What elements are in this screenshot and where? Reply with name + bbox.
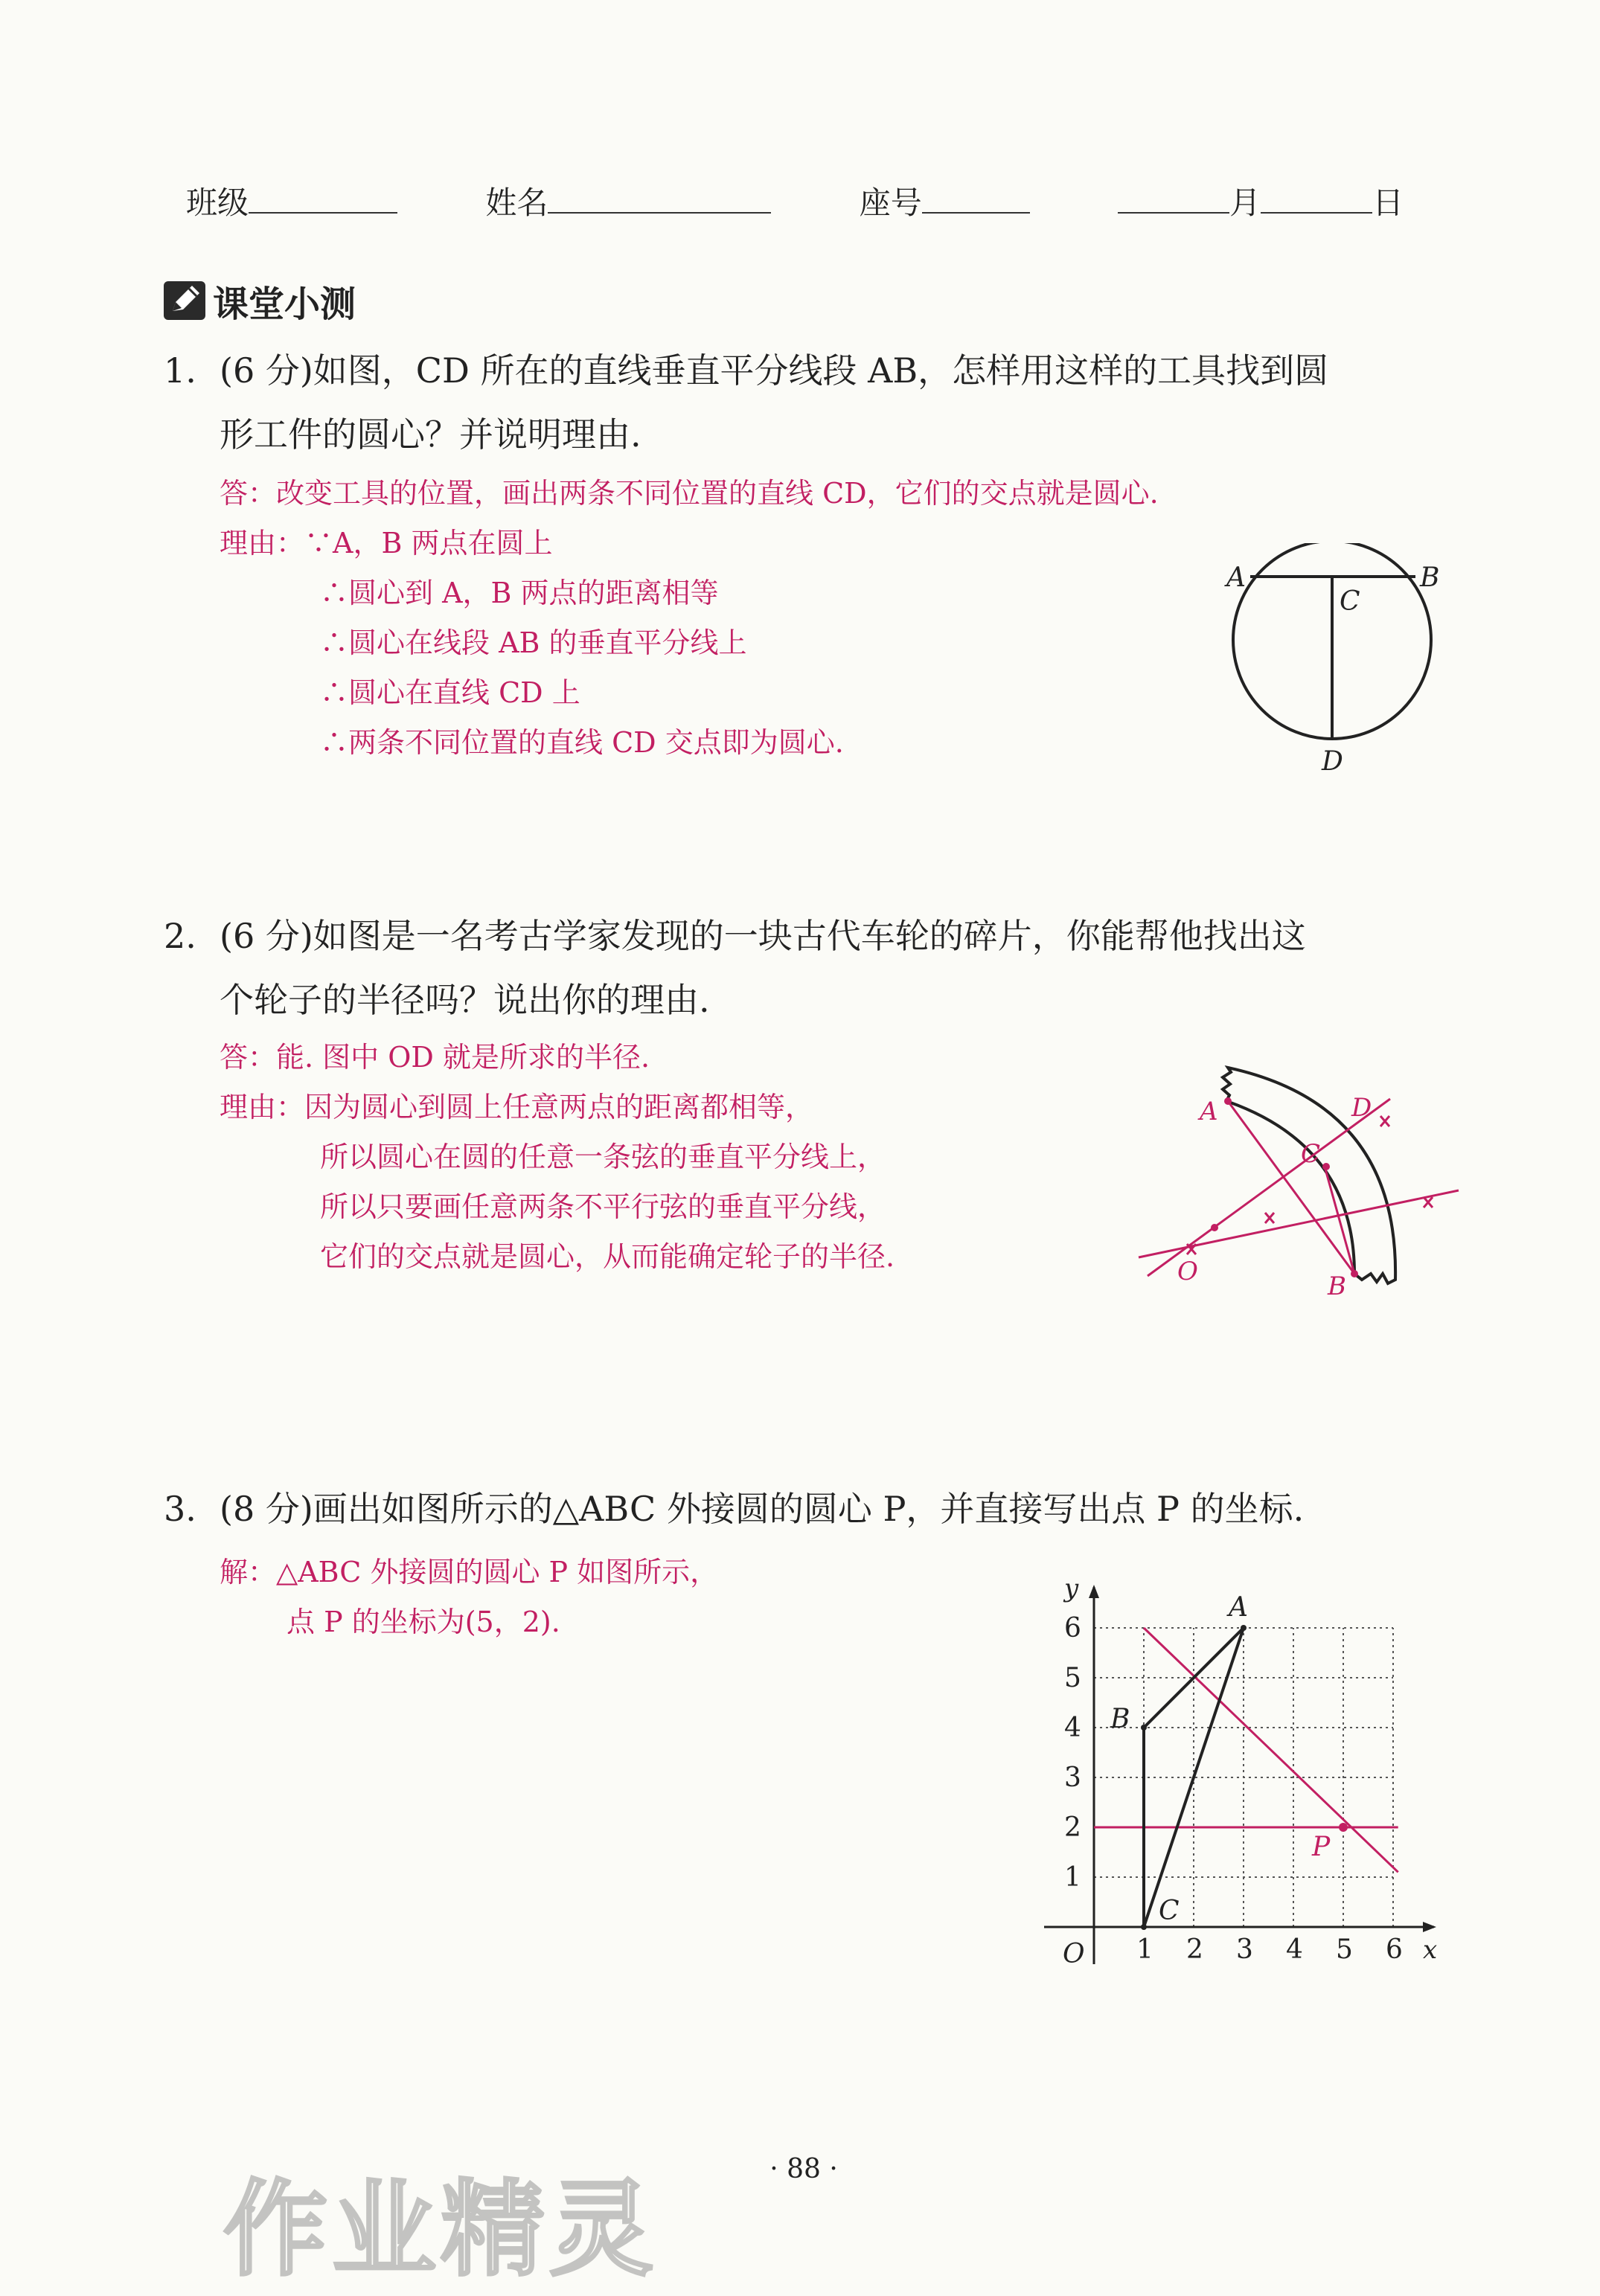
origin-label: O: [1063, 1939, 1085, 1969]
point-label-p: P: [1312, 1832, 1331, 1862]
q2-point-a: [1224, 1097, 1232, 1105]
q2-point-b: [1351, 1270, 1358, 1277]
y-tick-label: 6: [1064, 1613, 1081, 1644]
name-label: 姓名: [485, 185, 548, 221]
name-field[interactable]: [548, 182, 771, 214]
seat-label: 座号: [859, 185, 922, 221]
x-axis-label: x: [1423, 1935, 1438, 1965]
y-tick-label: 2: [1064, 1812, 1081, 1843]
point-label-a: A: [1229, 1592, 1248, 1623]
y-axis-arrow: [1089, 1585, 1099, 1598]
y-tick-label: 1: [1064, 1862, 1081, 1893]
point-a: [1241, 1625, 1247, 1631]
y-axis-label: y: [1064, 1574, 1079, 1603]
class-field[interactable]: [249, 182, 397, 214]
q2-answer: 答：能. 图中 OD 就是所求的半径.: [220, 1041, 650, 1074]
x-tick-label: 2: [1186, 1934, 1203, 1965]
q2-reason-1: 理由：因为圆心到圆上任意两点的距离都相等，: [220, 1091, 814, 1123]
month-label: 月: [1229, 185, 1261, 221]
q1-reason-5: ∴两条不同位置的直线 CD 交点即为圆心.: [320, 726, 844, 759]
q1-reason-2: ∴圆心到 A，B 两点的距离相等: [320, 577, 719, 609]
point-c: [1141, 1924, 1147, 1930]
day-field[interactable]: [1261, 182, 1372, 214]
page-number: · 88 ·: [769, 2154, 838, 2184]
seat-field[interactable]: [922, 182, 1030, 214]
perpendicular-bisector: [1144, 1628, 1398, 1872]
q3-answer-1: 解：△ABC 外接圆的圆心 P 如图所示，: [220, 1556, 719, 1588]
q2-figure: [1131, 1034, 1466, 1302]
month-field[interactable]: [1118, 182, 1229, 214]
q2-line2: 个轮子的半径吗？说出你的理由.: [220, 980, 710, 1020]
q1-label-b: B: [1420, 562, 1440, 593]
header-row: [186, 179, 1404, 223]
day-label: 日: [1372, 185, 1404, 221]
q2-label-c: C: [1301, 1139, 1321, 1169]
point-p: [1339, 1823, 1348, 1832]
q2-point-o: [1211, 1224, 1218, 1231]
q2-arc-mark-3: [1424, 1197, 1433, 1208]
pencil-icon: [162, 280, 207, 321]
triangle-abc: [1144, 1628, 1244, 1927]
q2-reason-4: 它们的交点就是圆心，从而能确定轮子的半径.: [320, 1240, 895, 1273]
x-tick-label: 5: [1336, 1934, 1353, 1965]
q2-label-b: B: [1328, 1272, 1346, 1301]
x-tick-label: 1: [1136, 1934, 1153, 1965]
q2-chord-bc: [1325, 1167, 1354, 1274]
q1-answer: 答：改变工具的位置，画出两条不同位置的直线 CD，它们的交点就是圆心.: [220, 477, 1159, 510]
class-label: 班级: [186, 185, 249, 221]
q3-answer-2: 点 P 的坐标为(5，2).: [287, 1606, 560, 1638]
q1-label-a: A: [1226, 562, 1246, 593]
section-heading: [162, 277, 356, 324]
point-label-c: C: [1159, 1896, 1180, 1926]
x-tick-label: 4: [1286, 1934, 1303, 1965]
q1-reason-3: ∴圆心在线段 AB 的垂直平分线上: [320, 626, 747, 659]
q2-reason-3: 所以只要画任意两条不平行弦的垂直平分线，: [320, 1190, 886, 1223]
point-label-b: B: [1110, 1704, 1130, 1734]
q1-figure: [1206, 543, 1459, 781]
x-axis-arrow: [1423, 1922, 1436, 1932]
x-tick-label: 6: [1386, 1934, 1403, 1965]
q1-reason-4: ∴圆心在直线 CD 上: [320, 676, 580, 709]
q3-line1: (8 分)画出如图所示的△ABC 外接圆的圆心 P，并直接写出点 P 的坐标.: [220, 1489, 1305, 1529]
q2-bisector-2: [1139, 1190, 1459, 1257]
q1-label-c: C: [1340, 586, 1360, 617]
q1-label-d: D: [1322, 746, 1343, 777]
q1-line1: (6 分)如图，CD 所在的直线垂直平分线段 AB，怎样用这样的工具找到圆: [220, 350, 1329, 391]
q3-coordinate-chart: [1027, 1555, 1444, 1972]
q2-label-a: A: [1200, 1097, 1218, 1126]
q2-line1: (6 分)如图是一名考古学家发现的一块古代车轮的碎片，你能帮他找出这: [220, 916, 1306, 956]
section-title: 课堂小测: [213, 283, 356, 325]
q1-line2: 形工件的圆心？并说明理由.: [220, 414, 641, 455]
q2-point-c: [1322, 1163, 1330, 1170]
q2-label-d: D: [1351, 1093, 1372, 1123]
q2-arc-mark-2: [1265, 1213, 1274, 1223]
point-b: [1141, 1725, 1147, 1731]
y-tick-label: 3: [1064, 1763, 1081, 1793]
y-tick-label: 4: [1064, 1713, 1081, 1743]
q3-number: 3.: [164, 1489, 196, 1529]
watermark-logo: 作业精灵: [223, 2170, 659, 2291]
y-tick-label: 5: [1064, 1663, 1081, 1693]
q1-reason-1: 理由：∵A，B 两点在圆上: [220, 527, 553, 559]
q2-arc-mark-1: [1380, 1116, 1389, 1126]
x-tick-label: 3: [1236, 1934, 1253, 1965]
q2-number: 2.: [164, 916, 196, 956]
q2-label-o: O: [1177, 1257, 1198, 1286]
q2-reason-2: 所以圆心在圆的任意一条弦的垂直平分线上，: [320, 1141, 886, 1173]
q1-number: 1.: [164, 350, 196, 391]
